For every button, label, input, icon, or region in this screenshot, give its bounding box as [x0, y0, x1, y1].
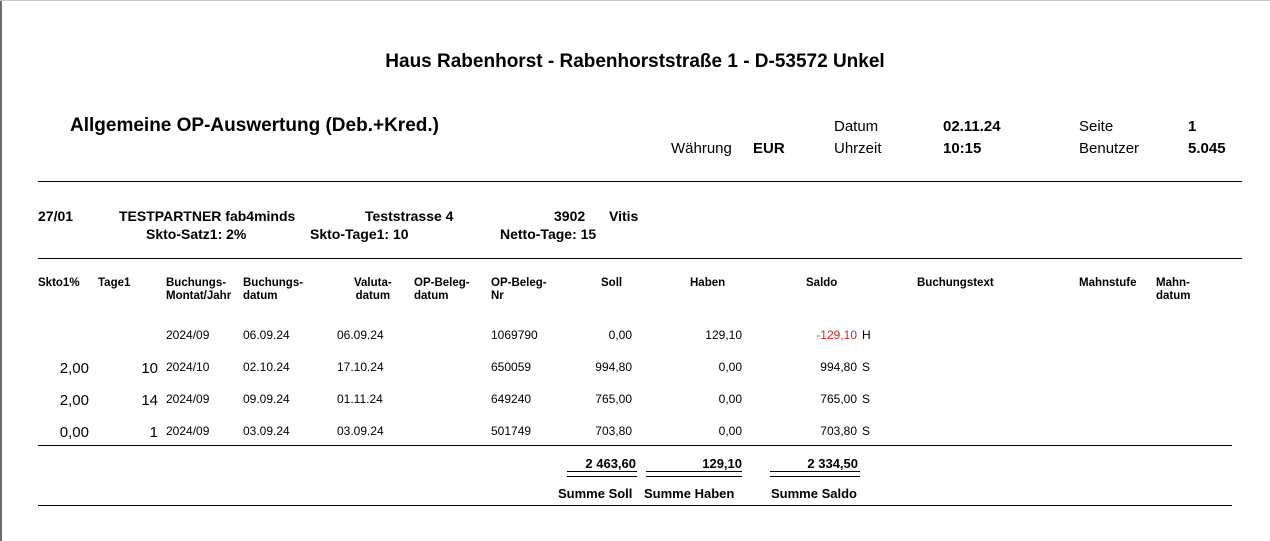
col-header-haben: Haben	[690, 277, 726, 289]
total-soll-label: Summe Soll	[558, 486, 633, 501]
col-header-buchungs-monat	[166, 277, 231, 303]
company-title: Haus Rabenhorst - Rabenhorststraße 1 - D-53572 Unkel	[385, 51, 885, 72]
total-soll-double-underline	[567, 471, 637, 477]
col-header-mahnstufe: Mahnstufe	[1079, 277, 1137, 289]
row-saldo: 765,00	[820, 392, 857, 406]
row-monat: 2024/09	[166, 328, 210, 342]
date-value: 02.11.24	[943, 118, 1001, 135]
partner-divider	[38, 258, 1242, 259]
row-soll: 765,00	[595, 392, 632, 406]
row-skto: 2,00	[59, 360, 89, 377]
row-haben: 0,00	[718, 392, 742, 406]
row-monat: 2024/10	[166, 360, 210, 374]
row-saldo: 994,80	[820, 360, 857, 374]
currency-value: EUR	[753, 140, 785, 157]
row-op-nr: 649240	[491, 392, 532, 406]
col-header-buchungs-monat-line1: Buchungs-	[166, 277, 227, 289]
time-value: 10:15	[943, 140, 982, 157]
row-soll: 994,80	[595, 360, 632, 374]
partner-street: Teststrasse 4	[365, 208, 454, 224]
user-label: Benutzer	[1079, 140, 1140, 157]
total-haben: 129,10	[702, 456, 742, 471]
row-monat: 2024/09	[166, 424, 210, 438]
row-sh: S	[862, 360, 871, 374]
row-soll: 0,00	[608, 328, 632, 342]
row-skto: 0,00	[59, 424, 89, 441]
row-datum: 09.09.24	[243, 392, 290, 406]
row-op-nr: 501749	[491, 424, 532, 438]
col-header-valuta-line1: Valuta-	[354, 277, 392, 289]
header-divider	[38, 181, 1242, 182]
page-value: 1	[1188, 118, 1197, 135]
col-header-valuta	[354, 277, 392, 303]
row-valuta: 06.09.24	[337, 328, 384, 342]
partner-city: Vitis	[609, 208, 639, 224]
partner-name: TESTPARTNER fab4minds	[119, 208, 296, 224]
col-header-skto: Skto1%	[38, 277, 80, 289]
page-left-border	[0, 0, 2, 541]
partner-account: 27/01	[38, 208, 74, 224]
row-datum: 06.09.24	[243, 328, 290, 342]
row-monat: 2024/09	[166, 392, 210, 406]
page-top-border	[0, 0, 1270, 1]
col-header-op-nr-line2: Nr	[491, 290, 504, 302]
col-header-valuta-line2: datum	[355, 290, 391, 302]
col-header-buchungstext: Buchungstext	[917, 277, 994, 289]
row-valuta: 03.09.24	[337, 424, 384, 438]
col-header-op-datum	[414, 277, 470, 303]
col-header-buchungs-monat-line2: Montat/Jahr	[166, 290, 232, 302]
row-saldo: -129,10	[816, 328, 857, 342]
col-header-mahndatum-line2: datum	[1156, 290, 1191, 302]
col-header-op-datum-line1: OP-Beleg-	[414, 277, 470, 289]
row-tage: 10	[141, 360, 158, 377]
col-header-tage: Tage1	[98, 277, 131, 289]
col-header-op-nr	[491, 277, 547, 303]
total-saldo-label: Summe Saldo	[771, 486, 857, 501]
footer-divider	[38, 505, 1232, 506]
currency-label: Währung	[671, 140, 732, 157]
page-label: Seite	[1079, 118, 1114, 135]
total-soll: 2 463,60	[585, 456, 636, 471]
table-bottom-divider	[38, 445, 1232, 446]
row-haben: 0,00	[718, 424, 742, 438]
row-sh: H	[862, 328, 871, 342]
user-value: 5.045	[1188, 140, 1226, 157]
col-header-buchungs-datum	[243, 277, 303, 303]
row-valuta: 17.10.24	[337, 360, 384, 374]
total-haben-label: Summe Haben	[644, 486, 735, 501]
report-title: Allgemeine OP-Auswertung (Deb.+Kred.)	[70, 115, 439, 136]
row-op-nr: 1069790	[491, 328, 538, 342]
col-header-saldo: Saldo	[806, 277, 838, 289]
row-sh: S	[862, 392, 871, 406]
col-header-mahndatum-line1: Mahn-	[1156, 277, 1190, 289]
row-saldo: 703,80	[820, 424, 857, 438]
row-tage: 1	[149, 424, 158, 441]
time-label: Uhrzeit	[834, 140, 882, 157]
row-tage: 14	[141, 392, 158, 409]
col-header-mahndatum	[1156, 277, 1191, 303]
col-header-buchungs-datum-line1: Buchungs-	[243, 277, 304, 289]
col-header-op-datum-line2: datum	[414, 290, 449, 302]
partner-zip: 3902	[554, 208, 586, 224]
row-op-nr: 650059	[491, 360, 532, 374]
row-datum: 02.10.24	[243, 360, 290, 374]
row-soll: 703,80	[595, 424, 632, 438]
total-saldo-double-underline	[770, 471, 860, 477]
total-saldo: 2 334,50	[807, 456, 858, 471]
col-header-soll: Soll	[601, 277, 623, 289]
row-haben: 129,10	[705, 328, 742, 342]
row-sh: S	[862, 424, 871, 438]
total-haben-double-underline	[646, 471, 742, 477]
col-header-buchungs-datum-line2: datum	[243, 290, 278, 302]
col-header-op-nr-line1: OP-Beleg-	[491, 277, 547, 289]
date-label: Datum	[834, 118, 879, 135]
partner-skonto-days: Skto-Tage1: 10	[310, 226, 409, 242]
row-valuta: 01.11.24	[337, 392, 383, 406]
row-datum: 03.09.24	[243, 424, 290, 438]
partner-skonto-rate: Skto-Satz1: 2%	[146, 226, 247, 242]
partner-net-days: Netto-Tage: 15	[500, 226, 597, 242]
row-haben: 0,00	[718, 360, 742, 374]
row-skto: 2,00	[59, 392, 89, 409]
